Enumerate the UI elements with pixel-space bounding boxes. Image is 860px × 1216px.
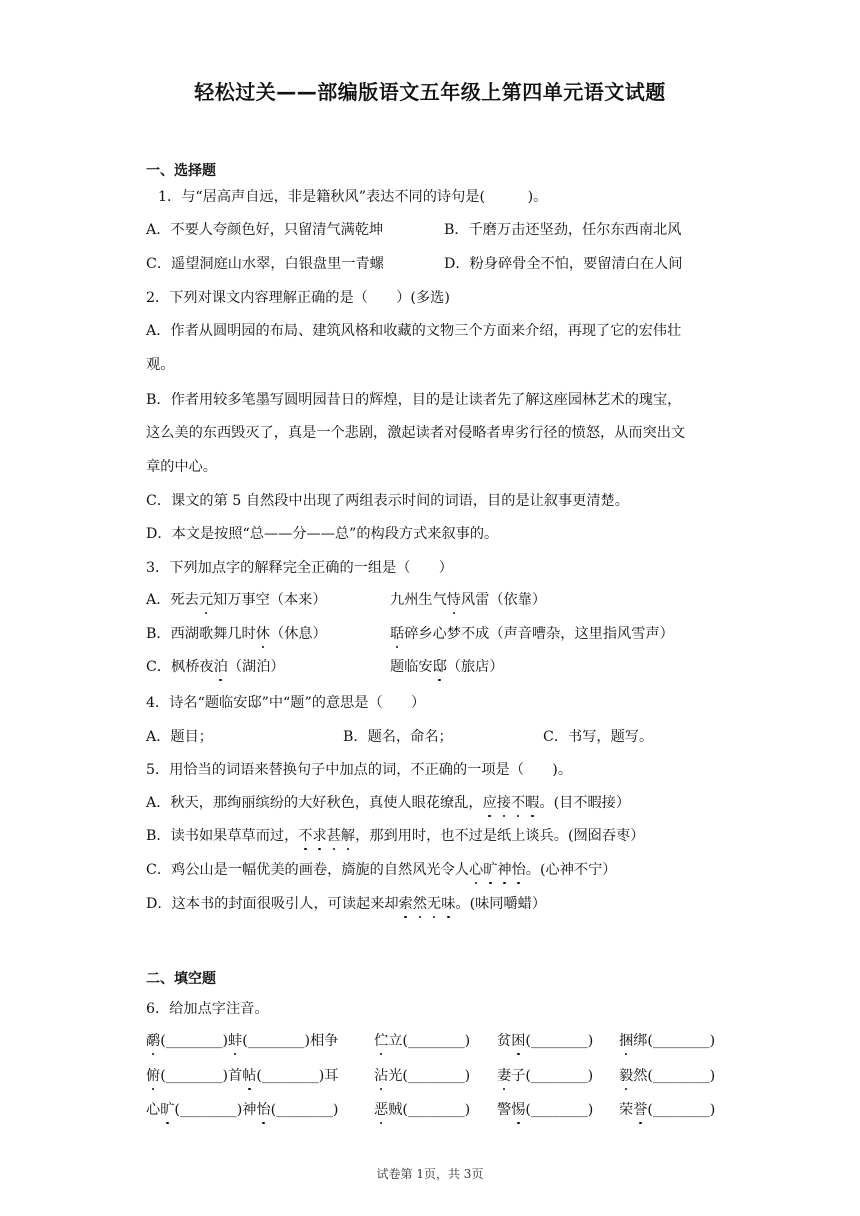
text: 子(________) <box>511 1068 594 1084</box>
q1-option-a: A．不要人夸颜色好，只留清气满乾坤 <box>146 222 384 238</box>
dotted-char: 恶 <box>374 1099 388 1119</box>
q3-stem: 3．下列加点字的解释完全正确的一组是（ ） <box>146 560 453 576</box>
text: 。(目不暇接） <box>539 795 631 811</box>
q4-option-c: C．书写，题写。 <box>543 729 654 745</box>
text: 题临安 <box>390 659 433 675</box>
q1-option-d: D．粉身碎骨全不怕，要留清白在人间 <box>444 256 683 272</box>
q6-item <box>146 1065 338 1085</box>
dotted-char: 旷 <box>160 1099 174 1119</box>
text: 荣 <box>619 1102 634 1118</box>
dotted-char: 元 <box>199 589 213 609</box>
q4-stem: 4．诗名“题临安邸”中“题”的意思是（ ） <box>146 695 426 711</box>
text: (________)耳 <box>256 1068 339 1084</box>
q6-item <box>374 1030 470 1050</box>
dotted-char: 捆 <box>619 1030 633 1050</box>
text: B．读书如果草草而过， <box>146 828 299 844</box>
text: C．鸡公山是一幅优美的画卷，旖旎的自然风光令人 <box>146 862 469 878</box>
dotted-char: 求 <box>313 825 327 845</box>
dotted-char: 恃 <box>447 589 461 609</box>
dotted-char: 神 <box>497 859 511 879</box>
q2-stem: 2．下列对课文内容理解正确的是（ ）(多选) <box>146 290 450 306</box>
dotted-char: 怡 <box>256 1099 270 1119</box>
dotted-char: 怡 <box>512 859 526 879</box>
dotted-char: 妻 <box>497 1065 511 1085</box>
dotted-char: 俯 <box>146 1065 160 1085</box>
page-footer: 试卷第 1页，共 3页 <box>376 1167 484 1181</box>
q2-option-d: D．本文是按照“总——分——总”的构段方式来叙事的。 <box>146 526 499 542</box>
dotted-char: 毅 <box>619 1065 633 1085</box>
q3-option-b-right <box>390 623 674 643</box>
text: 碎乡心梦不成（声音嘈杂，这里指风雪声） <box>404 626 674 642</box>
text: ，那到用时，也不过是纸上谈兵。(囫囵吞枣） <box>355 828 645 844</box>
text: B．西湖歌舞几时 <box>146 626 256 642</box>
dotted-word <box>298 828 355 844</box>
dotted-char: 帖 <box>242 1065 256 1085</box>
q5-option-d <box>146 893 546 913</box>
page-title: 轻松过关——部编版语文五年级上第四单元语文试题 <box>194 80 666 104</box>
text: （旅店） <box>446 659 504 675</box>
dotted-char: 应 <box>483 792 497 812</box>
text: 神 <box>242 1102 257 1118</box>
text: (________) <box>174 1102 243 1118</box>
dotted-char: 誉 <box>633 1099 647 1119</box>
text: A．死去 <box>146 592 199 608</box>
dotted-word <box>483 795 540 811</box>
text: 相争 <box>310 1033 339 1049</box>
text: 九州生气 <box>390 592 447 608</box>
q6-item <box>146 1099 338 1119</box>
q3-option-a-right <box>390 589 546 609</box>
text: A．秋天，那绚丽缤纷的大好秋色，真使人眼花缭乱， <box>146 795 483 811</box>
q2-option-b-line2: 这么美的东西毁灭了，真是一个悲剧，激起读者对侵略者卑劣行径的愤怒，从而突出文 <box>146 425 686 441</box>
dotted-word <box>469 862 526 878</box>
text: 贫 <box>497 1033 512 1049</box>
text: C．枫桥夜 <box>146 659 214 675</box>
q6-item <box>619 1030 715 1050</box>
text: 知万事空（本来） <box>213 592 327 608</box>
text: (________)首 <box>160 1068 243 1084</box>
dotted-char: 伫 <box>374 1030 388 1050</box>
q6-item <box>619 1065 715 1085</box>
q5-option-b <box>146 825 644 845</box>
dotted-char: 解 <box>341 825 355 845</box>
q3-option-c-right <box>390 656 504 676</box>
q2-option-b-line1: B．作者用较多笔墨写圆明园昔日的辉煌，目的是让读者先了解这座园林艺术的瑰宝， <box>146 392 682 408</box>
dotted-char: 索 <box>399 893 413 913</box>
q5-stem: 5．用恰当的词语来替换句子中加点的词，不正确的一项是（ )。 <box>146 762 573 778</box>
q6-item <box>497 1099 593 1119</box>
text: （休息） <box>269 626 327 642</box>
text: 贼(________) <box>388 1102 471 1118</box>
section-fill-heading: 二、填空题 <box>146 971 216 987</box>
text: 心 <box>146 1102 161 1118</box>
text: 然(________) <box>633 1068 716 1084</box>
q5-option-a <box>146 792 630 812</box>
text: 立(________) <box>388 1033 471 1049</box>
text: 。(心神不宁） <box>525 862 617 878</box>
q2-option-a-line2: 观。 <box>146 357 175 373</box>
q6-stem: 6．给加点字注音。 <box>146 1001 269 1017</box>
section-choice-heading: 一、选择题 <box>146 163 216 179</box>
dotted-char: 蚌 <box>228 1030 242 1050</box>
text: 警 <box>497 1102 512 1118</box>
dotted-word <box>399 896 456 912</box>
dotted-char: 接 <box>497 792 511 812</box>
q1-option-c: C．遥望洞庭山水翠，白银盘里一青螺 <box>146 256 384 272</box>
q4-option-b: B．题名，命名； <box>343 729 453 745</box>
q6-item <box>374 1099 470 1119</box>
q1-option-b: B．千磨万击还坚劲，任尔东西南北风 <box>444 222 682 238</box>
q5-option-c <box>146 859 616 879</box>
dotted-char: 不 <box>511 792 525 812</box>
text: (________) <box>647 1102 716 1118</box>
q3-option-c-left <box>146 656 285 676</box>
dotted-char: 味 <box>441 893 455 913</box>
q6-item <box>497 1030 593 1050</box>
dotted-char: 不 <box>298 825 312 845</box>
dotted-char: 心 <box>469 859 483 879</box>
text: (________) <box>242 1033 311 1049</box>
text: D．这本书的封面很吸引人，可读起来却 <box>146 896 399 912</box>
q3-option-a-left <box>146 589 327 609</box>
q6-item <box>619 1099 715 1119</box>
dotted-char: 泊 <box>214 656 228 676</box>
q6-item <box>497 1065 593 1085</box>
text: 风雷（依靠） <box>460 592 547 608</box>
q4-option-a: A．题目； <box>146 729 213 745</box>
dotted-char: 暇 <box>525 792 539 812</box>
q2-option-b-line3: 章的中心。 <box>146 459 217 475</box>
q6-item <box>146 1030 338 1050</box>
text: (________) <box>270 1102 339 1118</box>
q2-option-a-line1: A．作者从圆明园的布局、建筑风格和收藏的文物三个方面来介绍，再现了它的宏伟壮 <box>146 323 682 339</box>
dotted-char: 聒 <box>390 623 404 643</box>
dotted-char: 惕 <box>511 1099 525 1119</box>
dotted-char: 甚 <box>327 825 341 845</box>
q3-option-b-left <box>146 623 327 643</box>
text: 绑(________) <box>633 1033 716 1049</box>
dotted-char: 休 <box>256 623 270 643</box>
dotted-char: 困 <box>511 1030 525 1050</box>
dotted-char: 邸 <box>433 656 447 676</box>
dotted-char: 旷 <box>483 859 497 879</box>
text: (________) <box>525 1033 594 1049</box>
text: （湖泊） <box>227 659 285 675</box>
q1-stem: 1．与“居高声自远，非是籍秋风”表达不同的诗句是( )。 <box>158 189 548 205</box>
dotted-char: 鹬 <box>146 1030 160 1050</box>
text: 光(________) <box>388 1068 471 1084</box>
q2-option-c: C．课文的第 5 自然段中出现了两组表示时间的词语，目的是让叙事更清楚。 <box>146 493 629 509</box>
q6-item <box>374 1065 470 1085</box>
dotted-char: 然 <box>413 893 427 913</box>
text: (________) <box>525 1102 594 1118</box>
dotted-char: 无 <box>427 893 441 913</box>
text: 。(味同嚼蜡） <box>455 896 547 912</box>
dotted-char: 沾 <box>374 1065 388 1085</box>
text: (________) <box>160 1033 229 1049</box>
